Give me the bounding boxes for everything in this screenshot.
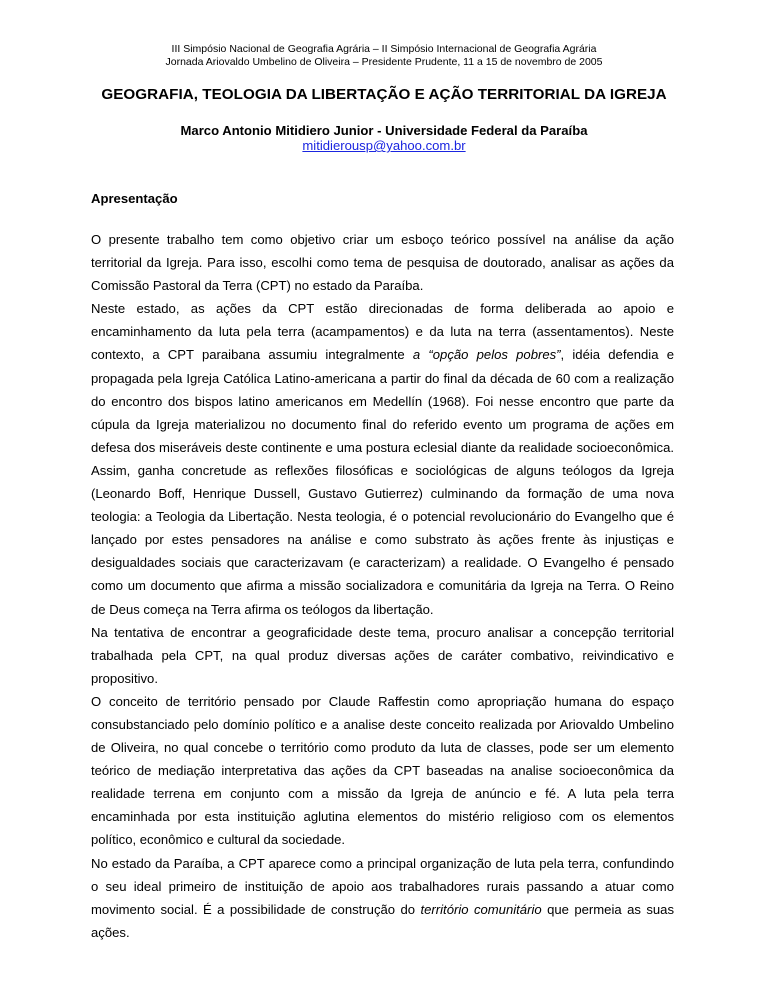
paragraph-3: Na tentativa de encontrar a geograficidade deste tema, procuro analisar a concepção territorial trabalhada pela CPT, na qual produz diversas ações de caráter combativo, reivindicativo e propositivo. [91,624,674,686]
body-text [91,228,674,944]
paragraph-5: No estado da Paraíba, a CPT aparece como a principal organização de luta pela terra, confundindo o seu ideal primeiro de instituição de apoio aos trabalhadores rurais passando a atuar como movimento social. É a possibilidade de construção do território comunitário que permeia as suas ações. [91,855,674,940]
header-line-1: III Simpósio Nacional de Geografia Agrária – II Simpósio Internacional de Geografia Agrária [171,43,597,55]
paragraph-4: O conceito de território pensado por Claude Raffestin como apropriação humana do espaço consubstanciado pelo domínio político e a analise deste conceito realizada por Ariovaldo Umbelino de Oliveira, no qual concebe o território como produto da luta de classes, pode ser um elemento teórico de mediação interpretativa das ações da CPT baseadas na analise socioeconômica da realidade terrena em conjunto com a missão da Igreja de anúncio e fé. A luta pela terra encaminhada por esta instituição aglutina elementos do mistério religioso com os elementos político, econômico e cultural da sociedade. [91,693,674,848]
paragraph-2: Neste estado, as ações da CPT estão direcionadas de forma deliberada ao apoio e encaminhamento da luta pela terra (acampamentos) e da luta na terra (assentamentos). Neste contexto, a CPT paraibana assumiu integralmente a “opção pelos pobres”, idéia defendia e propagada pela Igreja Católica Latino-americana a partir do final da década de 60 com a realização do encontro dos bispos latino americanos em Medellín (1968). Foi nesse encontro que parte da cúpula da Igreja materializou no documento final do referido evento um programa de ações em defesa dos miseráveis deste continente e uma postura eclesial diante da realidade socioeconômica. Assim, ganha concretude as reflexões filosóficas e sociológicas de alguns teólogos da Igreja (Leonardo Boff, Henrique Dussell, Gustavo Gutierrez) culminando da formação de uma nova teologia: a Teologia da Libertação. Nesta teologia, é o potencial revolucionário do Evangelho que é lançado por estes pensadores na análise e como substrato às ações frente às injustiças e desigualdades sociais que caracterizavam (e caracterizam) a realidade. O Evangelho é pensado como um documento que afirma a missão socializadora e comunitária da Igreja na Terra. O Reino de Deus começa na Terra afirma os teólogos da libertação. [91,301,674,617]
email-link[interactable]: mitidierousp@yahoo.com.br [302,138,466,153]
conference-header [0,43,768,69]
paragraph-1: O presente trabalho tem como objetivo criar um esboço teórico possível na análise da ação territorial da Igreja. Para isso, escolhi como tema de pesquisa de doutorado, analisar as ações da Comissão Pastoral da Terra (CPT) no estado da Paraíba. [91,232,674,294]
section-heading: Apresentação [91,191,178,206]
author-affiliation: Marco Antonio Mitidiero Junior - Universidade Federal da Paraíba [180,123,588,138]
header-line-2: Jornada Ariovaldo Umbelino de Oliveira – Presidente Prudente, 11 a 15 de novembro de 2005 [165,56,603,68]
emphasis-territorio-comunitario: território comunitário [420,901,542,917]
author-block [0,123,768,153]
paper-title: GEOGRAFIA, TEOLOGIA DA LIBERTAÇÃO E AÇÃO TERRITORIAL DA IGREJA [101,86,667,103]
emphasis-opcao-pelos-pobres: a “opção pelos pobres” [412,347,561,363]
